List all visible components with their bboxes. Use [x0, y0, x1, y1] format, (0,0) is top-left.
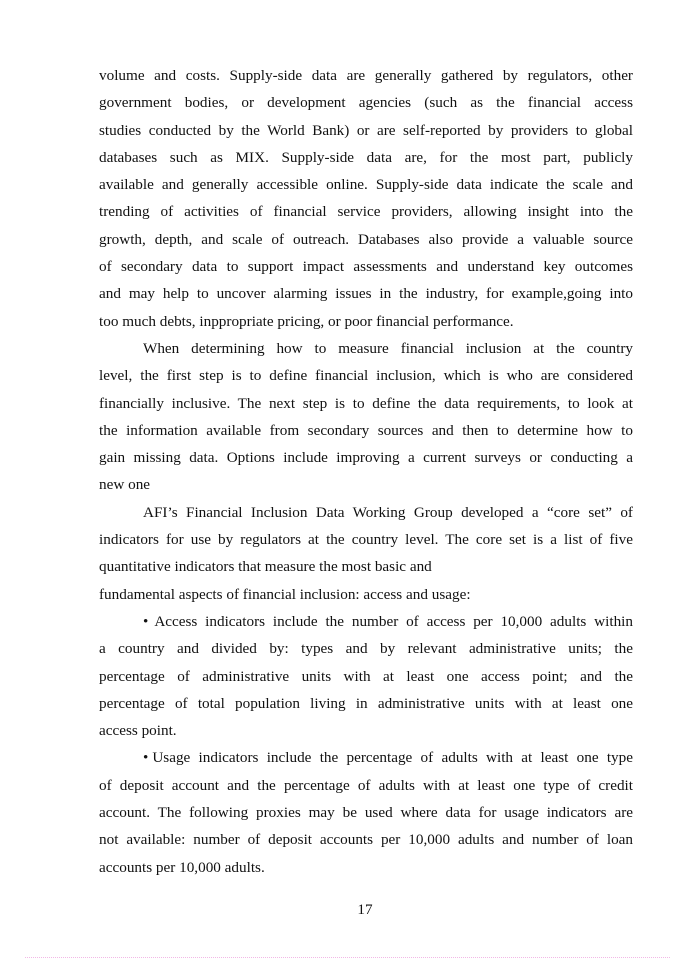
text-line: not available: number of deposit accounts per 10,000 adults and number of loan — [99, 831, 633, 849]
text-line: new one — [99, 476, 151, 494]
text-line: financially inclusive. The next step is to define the data requirements, to look at — [99, 394, 633, 412]
paragraph-fundamental-aspects — [99, 581, 633, 608]
text-line: When determining how to measure financial inclusion at the country — [143, 339, 633, 357]
text-line: growth, depth, and scale of outreach. Databases also provide a valuable source — [99, 230, 633, 248]
text-line: fundamental aspects of financial inclusion: access and usage: — [99, 585, 471, 603]
text-line: Access indicators include the number of access per 10,000 adults within — [154, 612, 633, 630]
text-line: and may help to uncover alarming issues in the industry, for example,going into — [99, 285, 633, 303]
text-line: studies conducted by the World Bank) or are self-reported by providers to global — [99, 121, 633, 139]
text-line: volume and costs. Supply-side data are generally gathered by regulators, other — [99, 67, 633, 84]
text-line: account. The following proxies may be used where data for usage indicators are — [99, 804, 633, 822]
paragraph-supply-side-data — [99, 62, 633, 335]
text-line: of deposit account and the percentage of adults with at least one type of credit — [99, 776, 633, 794]
text-line: available and generally accessible online. Supply-side data indicate the scale and — [99, 176, 633, 194]
bullet-access-indicators — [99, 608, 633, 744]
text-line: Usage indicators include the percentage of adults with at least one type — [152, 749, 633, 767]
body-text — [99, 62, 633, 881]
page-break-divider — [25, 957, 670, 958]
text-line: accounts per 10,000 adults. — [99, 858, 265, 876]
text-line: of secondary data to support impact assessments and understand key outcomes — [99, 258, 633, 276]
text-line: indicators for use by regulators at the country level. The core set is a list of five — [99, 531, 633, 549]
text-line: gain missing data. Options include improving a current surveys or conducting a — [99, 449, 633, 467]
bullet-icon: • — [143, 749, 149, 767]
page-number: 17 — [357, 901, 373, 918]
text-line: government bodies, or development agencies (such as the financial access — [99, 94, 633, 112]
text-line: databases such as MIX. Supply-side data are, for the most part, publicly — [99, 148, 633, 166]
text-line: access point. — [99, 722, 177, 740]
text-line: a country and divided by: types and by relevant administrative units; the — [99, 640, 633, 658]
bullet-icon: • — [143, 612, 149, 630]
text-line: level, the first step is to define financial inclusion, which is who are considered — [99, 367, 633, 385]
text-line: too much debts, inppropriate pricing, or poor financial performance. — [99, 312, 514, 330]
text-line: the information available from secondary sources and then to determine how to — [99, 421, 633, 439]
text-line: quantitative indicators that measure the most basic and — [99, 558, 432, 576]
text-line: trending of activities of financial service providers, allowing insight into the — [99, 203, 633, 221]
text-line: AFI’s Financial Inclusion Data Working Group developed a “core set” of — [143, 503, 633, 521]
bullet-usage-indicators — [99, 744, 633, 880]
paragraph-measuring-inclusion — [99, 335, 633, 499]
text-line: percentage of administrative units with at least one access point; and the — [99, 667, 633, 685]
text-line: percentage of total population living in administrative units with at least one — [99, 694, 633, 712]
paragraph-afi-core-set — [99, 499, 633, 581]
